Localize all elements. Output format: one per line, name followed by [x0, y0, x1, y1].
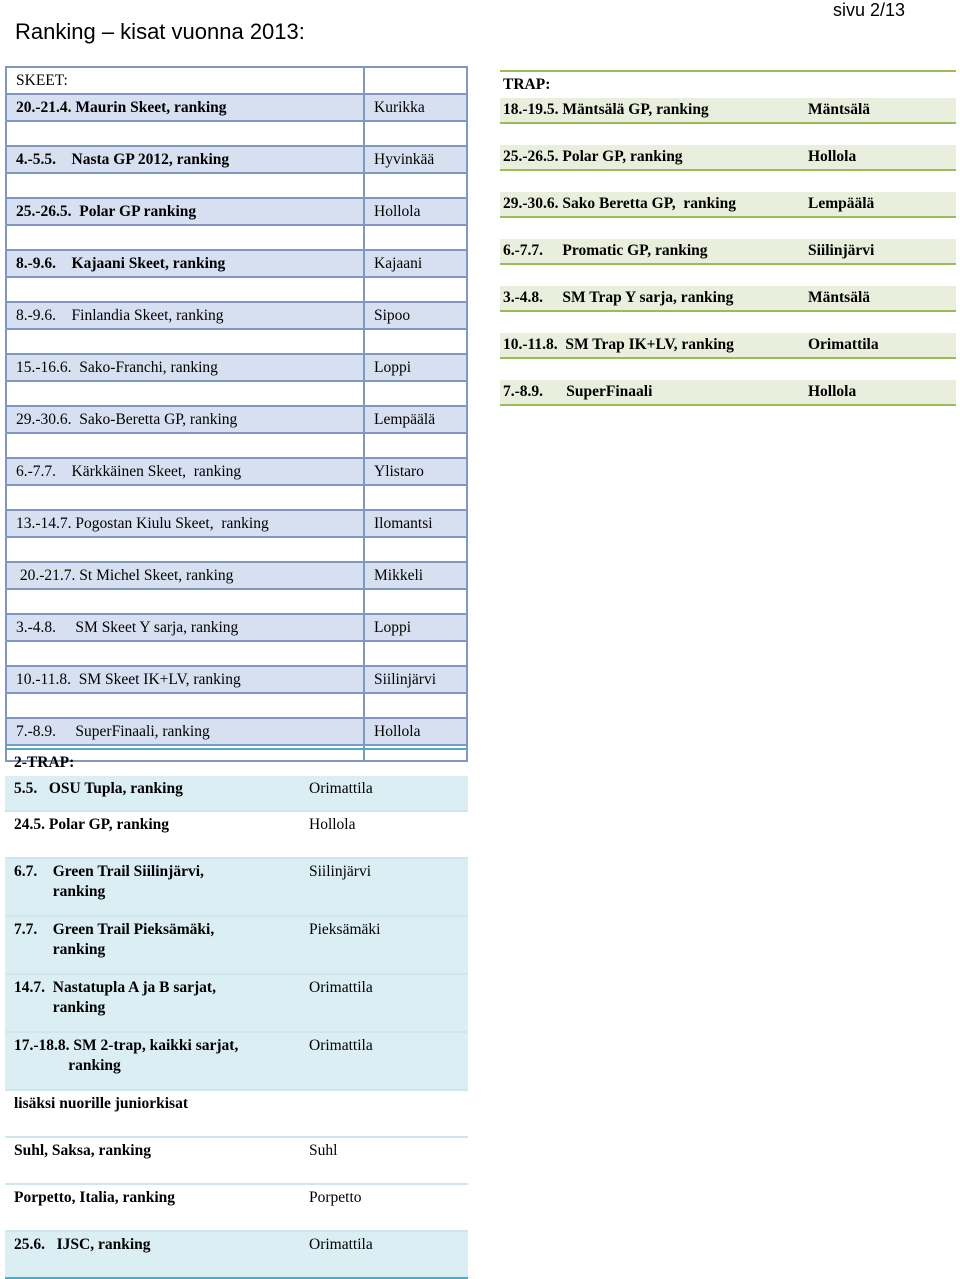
skeet-row [6, 614, 467, 641]
skeet-table [5, 66, 468, 762]
skeet-row [6, 302, 467, 329]
spacer-cell [364, 277, 467, 302]
spacer-cell [364, 121, 467, 146]
trap-event: 6.-7.7. Promatic GP, ranking [503, 242, 708, 259]
spacer-cell [6, 381, 364, 406]
two-trap-event [5, 1138, 309, 1183]
skeet-row [6, 198, 467, 225]
event-line: 14.7. Nastatupla A ja B sarjat, [14, 979, 216, 996]
trap-event: 10.-11.8. SM Trap IK+LV, ranking [503, 336, 734, 353]
skeet-spacer-row [6, 173, 467, 198]
spacer-cell [6, 277, 364, 302]
skeet-place: Ilomantsi [364, 510, 467, 537]
skeet-row [6, 146, 467, 173]
two-trap-row [5, 975, 468, 1033]
event-line: 17.-18.8. SM 2-trap, kaikki sarjat, [14, 1037, 239, 1054]
two-trap-place: Porpetto [309, 1189, 362, 1206]
two-trap-event [5, 1033, 309, 1089]
trap-row [500, 98, 956, 124]
spacer-cell [6, 225, 364, 250]
skeet-spacer-row [6, 693, 467, 718]
skeet-spacer-row [6, 537, 467, 562]
two-trap-row [5, 1091, 468, 1138]
page-title: Ranking – kisat vuonna 2013: [15, 19, 305, 44]
skeet-spacer-row [6, 433, 467, 458]
spacer-cell [364, 225, 467, 250]
skeet-event: 4.-5.5. Nasta GP 2012, ranking [6, 146, 364, 173]
two-trap-place: Orimattila [309, 1037, 373, 1054]
trap-row [500, 333, 956, 359]
skeet-spacer-row [6, 225, 467, 250]
skeet-row [6, 562, 467, 589]
two-trap-row [5, 859, 468, 917]
trap-place: Orimattila [808, 336, 879, 353]
two-trap-event [5, 975, 309, 1031]
skeet-event: 25.-26.5. Polar GP ranking [6, 198, 364, 225]
two-trap-event [5, 812, 309, 857]
spacer-cell [364, 693, 467, 718]
two-trap-place: Pieksämäki [309, 921, 381, 938]
skeet-place: Hollola [364, 718, 467, 745]
skeet-event: 8.-9.6. Finlandia Skeet, ranking [6, 302, 364, 329]
trap-spacer-row [500, 265, 956, 286]
spacer-cell [6, 433, 364, 458]
trap-place: Hollola [808, 383, 857, 400]
trap-heading-row [500, 70, 956, 98]
two-trap-event [5, 1185, 309, 1230]
two-trap-place: Siilinjärvi [309, 863, 371, 880]
two-trap-row [5, 1185, 468, 1232]
skeet-place: Kurikka [364, 94, 467, 121]
trap-event: 7.-8.9. SuperFinaali [503, 383, 653, 400]
skeet-row [6, 458, 467, 485]
two-trap-row [5, 1033, 468, 1091]
two-trap-place: Hollola [309, 816, 356, 833]
spacer-cell [364, 537, 467, 562]
trap-place: Mäntsälä [808, 101, 870, 118]
spacer-cell [364, 433, 467, 458]
skeet-row [6, 510, 467, 537]
skeet-spacer-row [6, 381, 467, 406]
skeet-event: 20.-21.7. St Michel Skeet, ranking [6, 562, 364, 589]
two-trap-row [5, 812, 468, 859]
skeet-spacer-row [6, 329, 467, 354]
spacer-cell [6, 537, 364, 562]
two-trap-place [309, 1091, 468, 1136]
skeet-place: Sipoo [364, 302, 467, 329]
skeet-spacer-row [6, 641, 467, 666]
trap-place: Lempäälä [808, 195, 875, 212]
spacer-cell [6, 173, 364, 198]
skeet-event: 3.-4.8. SM Skeet Y sarja, ranking [6, 614, 364, 641]
skeet-spacer-row [6, 121, 467, 146]
trap-spacer-row [500, 359, 956, 380]
trap-row [500, 286, 956, 312]
spacer-cell [364, 485, 467, 510]
event-line: 5.5. OSU Tupla, ranking [14, 780, 183, 797]
skeet-row [6, 406, 467, 433]
spacer-cell [6, 641, 364, 666]
spacer-cell [6, 589, 364, 614]
skeet-event: 15.-16.6. Sako-Franchi, ranking [6, 354, 364, 381]
two-trap-place: Orimattila [309, 780, 373, 797]
two-trap-row [5, 776, 468, 812]
two-trap-event [5, 859, 309, 915]
spacer-cell [364, 589, 467, 614]
skeet-heading-blank [364, 67, 467, 94]
two-trap-place: Orimattila [309, 979, 373, 996]
skeet-place: Loppi [364, 614, 467, 641]
trap-row [500, 239, 956, 265]
trap-event: 29.-30.6. Sako Beretta GP, ranking [503, 195, 736, 212]
event-line: ranking [14, 1057, 121, 1074]
spacer-cell [6, 329, 364, 354]
trap-event: 18.-19.5. Mäntsälä GP, ranking [503, 101, 709, 118]
event-line: ranking [14, 941, 106, 958]
skeet-spacer-row [6, 589, 467, 614]
event-line: Porpetto, Italia, ranking [14, 1189, 176, 1206]
skeet-spacer-row [6, 485, 467, 510]
skeet-place: Loppi [364, 354, 467, 381]
event-line: lisäksi nuorille juniorkisat [14, 1095, 188, 1112]
skeet-row [6, 354, 467, 381]
trap-heading-blank [808, 72, 956, 98]
trap-row [500, 192, 956, 218]
spacer-cell [364, 641, 467, 666]
two-trap-heading: 2-TRAP: [5, 748, 468, 776]
trap-row [500, 380, 956, 406]
event-line: ranking [14, 883, 106, 900]
event-line: 25.6. IJSC, ranking [14, 1236, 151, 1253]
event-line: 6.7. Green Trail Siilinjärvi, [14, 863, 204, 880]
event-line: 24.5. Polar GP, ranking [14, 816, 170, 833]
two-trap-row [5, 1138, 468, 1185]
trap-place: Siilinjärvi [808, 242, 875, 259]
two-trap-event [5, 1091, 309, 1136]
two-trap-event [5, 917, 309, 973]
two-trap-event [5, 776, 309, 810]
skeet-event: 13.-14.7. Pogostan Kiulu Skeet, ranking [6, 510, 364, 537]
two-trap-place: Orimattila [309, 1236, 373, 1253]
trap-event: 25.-26.5. Polar GP, ranking [503, 148, 683, 165]
trap-event: 3.-4.8. SM Trap Y sarja, ranking [503, 289, 734, 306]
skeet-place: Hollola [364, 198, 467, 225]
trap-spacer-row [500, 218, 956, 239]
skeet-spacer-row [6, 277, 467, 302]
skeet-event: 29.-30.6. Sako-Beretta GP, ranking [6, 406, 364, 433]
skeet-event: 20.-21.4. Maurin Skeet, ranking [6, 94, 364, 121]
event-line: ranking [14, 999, 106, 1016]
spacer-cell [6, 121, 364, 146]
skeet-row [6, 250, 467, 277]
trap-spacer-row [500, 171, 956, 192]
skeet-place: Ylistaro [364, 458, 467, 485]
skeet-row [6, 94, 467, 121]
event-line: Suhl, Saksa, ranking [14, 1142, 151, 1159]
two-trap-event [5, 1232, 309, 1277]
spacer-cell [6, 693, 364, 718]
two-trap-row [5, 917, 468, 975]
skeet-place: Siilinjärvi [364, 666, 467, 693]
skeet-event: 7.-8.9. SuperFinaali, ranking [6, 718, 364, 745]
trap-place: Hollola [808, 148, 857, 165]
trap-place: Mäntsälä [808, 289, 870, 306]
trap-heading: TRAP: [503, 76, 551, 93]
skeet-place: Lempäälä [364, 406, 467, 433]
spacer-cell [364, 173, 467, 198]
trap-spacer-row [500, 124, 956, 145]
two-trap-place: Suhl [309, 1142, 338, 1159]
skeet-event: 10.-11.8. SM Skeet IK+LV, ranking [6, 666, 364, 693]
trap-spacer-row [500, 312, 956, 333]
trap-row [500, 145, 956, 171]
skeet-event: 8.-9.6. Kajaani Skeet, ranking [6, 250, 364, 277]
page-number: sivu 2/13 [833, 0, 906, 20]
event-line: 7.7. Green Trail Pieksämäki, [14, 921, 215, 938]
skeet-row [6, 718, 467, 745]
spacer-cell [364, 381, 467, 406]
spacer-cell [364, 329, 467, 354]
skeet-event: 6.-7.7. Kärkkäinen Skeet, ranking [6, 458, 364, 485]
skeet-heading: SKEET: [6, 67, 364, 94]
two-trap-table [5, 748, 468, 1279]
skeet-place: Mikkeli [364, 562, 467, 589]
two-trap-row [5, 1232, 468, 1279]
spacer-cell [6, 485, 364, 510]
skeet-place: Kajaani [364, 250, 467, 277]
skeet-place: Hyvinkää [364, 146, 467, 173]
skeet-row [6, 666, 467, 693]
trap-table [500, 70, 956, 406]
